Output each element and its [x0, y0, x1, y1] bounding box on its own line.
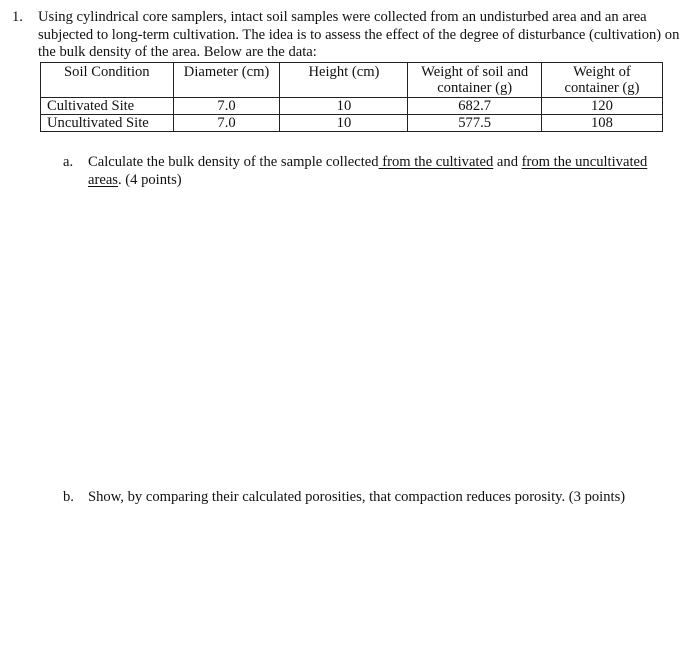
cell-height: 10	[280, 98, 408, 115]
cell-site: Uncultivated Site	[41, 115, 174, 132]
cell-site: Cultivated Site	[41, 98, 174, 115]
part-a-text-2: and	[493, 154, 522, 170]
part-a-text-3: . (4 points)	[117, 172, 182, 188]
part-a-underline-uncultivated: from the uncultivated areas	[88, 154, 648, 188]
header-height: Height (cm)	[280, 63, 408, 98]
cell-weight-soil-container: 577.5	[408, 115, 541, 132]
header-diameter: Diameter (cm)	[173, 63, 280, 98]
table-header-row	[41, 63, 663, 98]
cell-weight-soil-container: 682.7	[408, 98, 541, 115]
question-number: 1.	[12, 9, 23, 25]
part-a-text	[88, 153, 648, 189]
part-a-text-1: Calculate the bulk density of the sample collected	[88, 154, 379, 170]
cell-diameter: 7.0	[173, 115, 280, 132]
part-b-label: b.	[63, 489, 74, 505]
table-row	[41, 115, 663, 132]
cell-height: 10	[280, 115, 408, 132]
header-weight-soil-container: Weight of soil and container (g)	[408, 63, 541, 98]
cell-weight-container: 120	[541, 98, 662, 115]
data-table	[40, 62, 663, 132]
question-intro: Using cylindrical core samplers, intact soil samples were collected from an undisturbed area and an area subjected to long-term cultivation. The idea is to assess the effect of the degree of disturbance (cultivation) on the bulk density of the area. Below are the data:	[38, 9, 680, 60]
cell-weight-container: 108	[541, 115, 662, 132]
part-a-label: a.	[63, 154, 74, 170]
table-row	[41, 98, 663, 115]
header-weight-container: Weight of container (g)	[541, 63, 662, 98]
cell-diameter: 7.0	[173, 98, 280, 115]
header-soil-condition: Soil Condition	[41, 63, 174, 98]
part-a-underline-cultivated: from the cultivated	[378, 154, 494, 170]
part-b-text: Show, by comparing their calculated porosities, that compaction reduces porosity. (3 points)	[88, 489, 626, 505]
